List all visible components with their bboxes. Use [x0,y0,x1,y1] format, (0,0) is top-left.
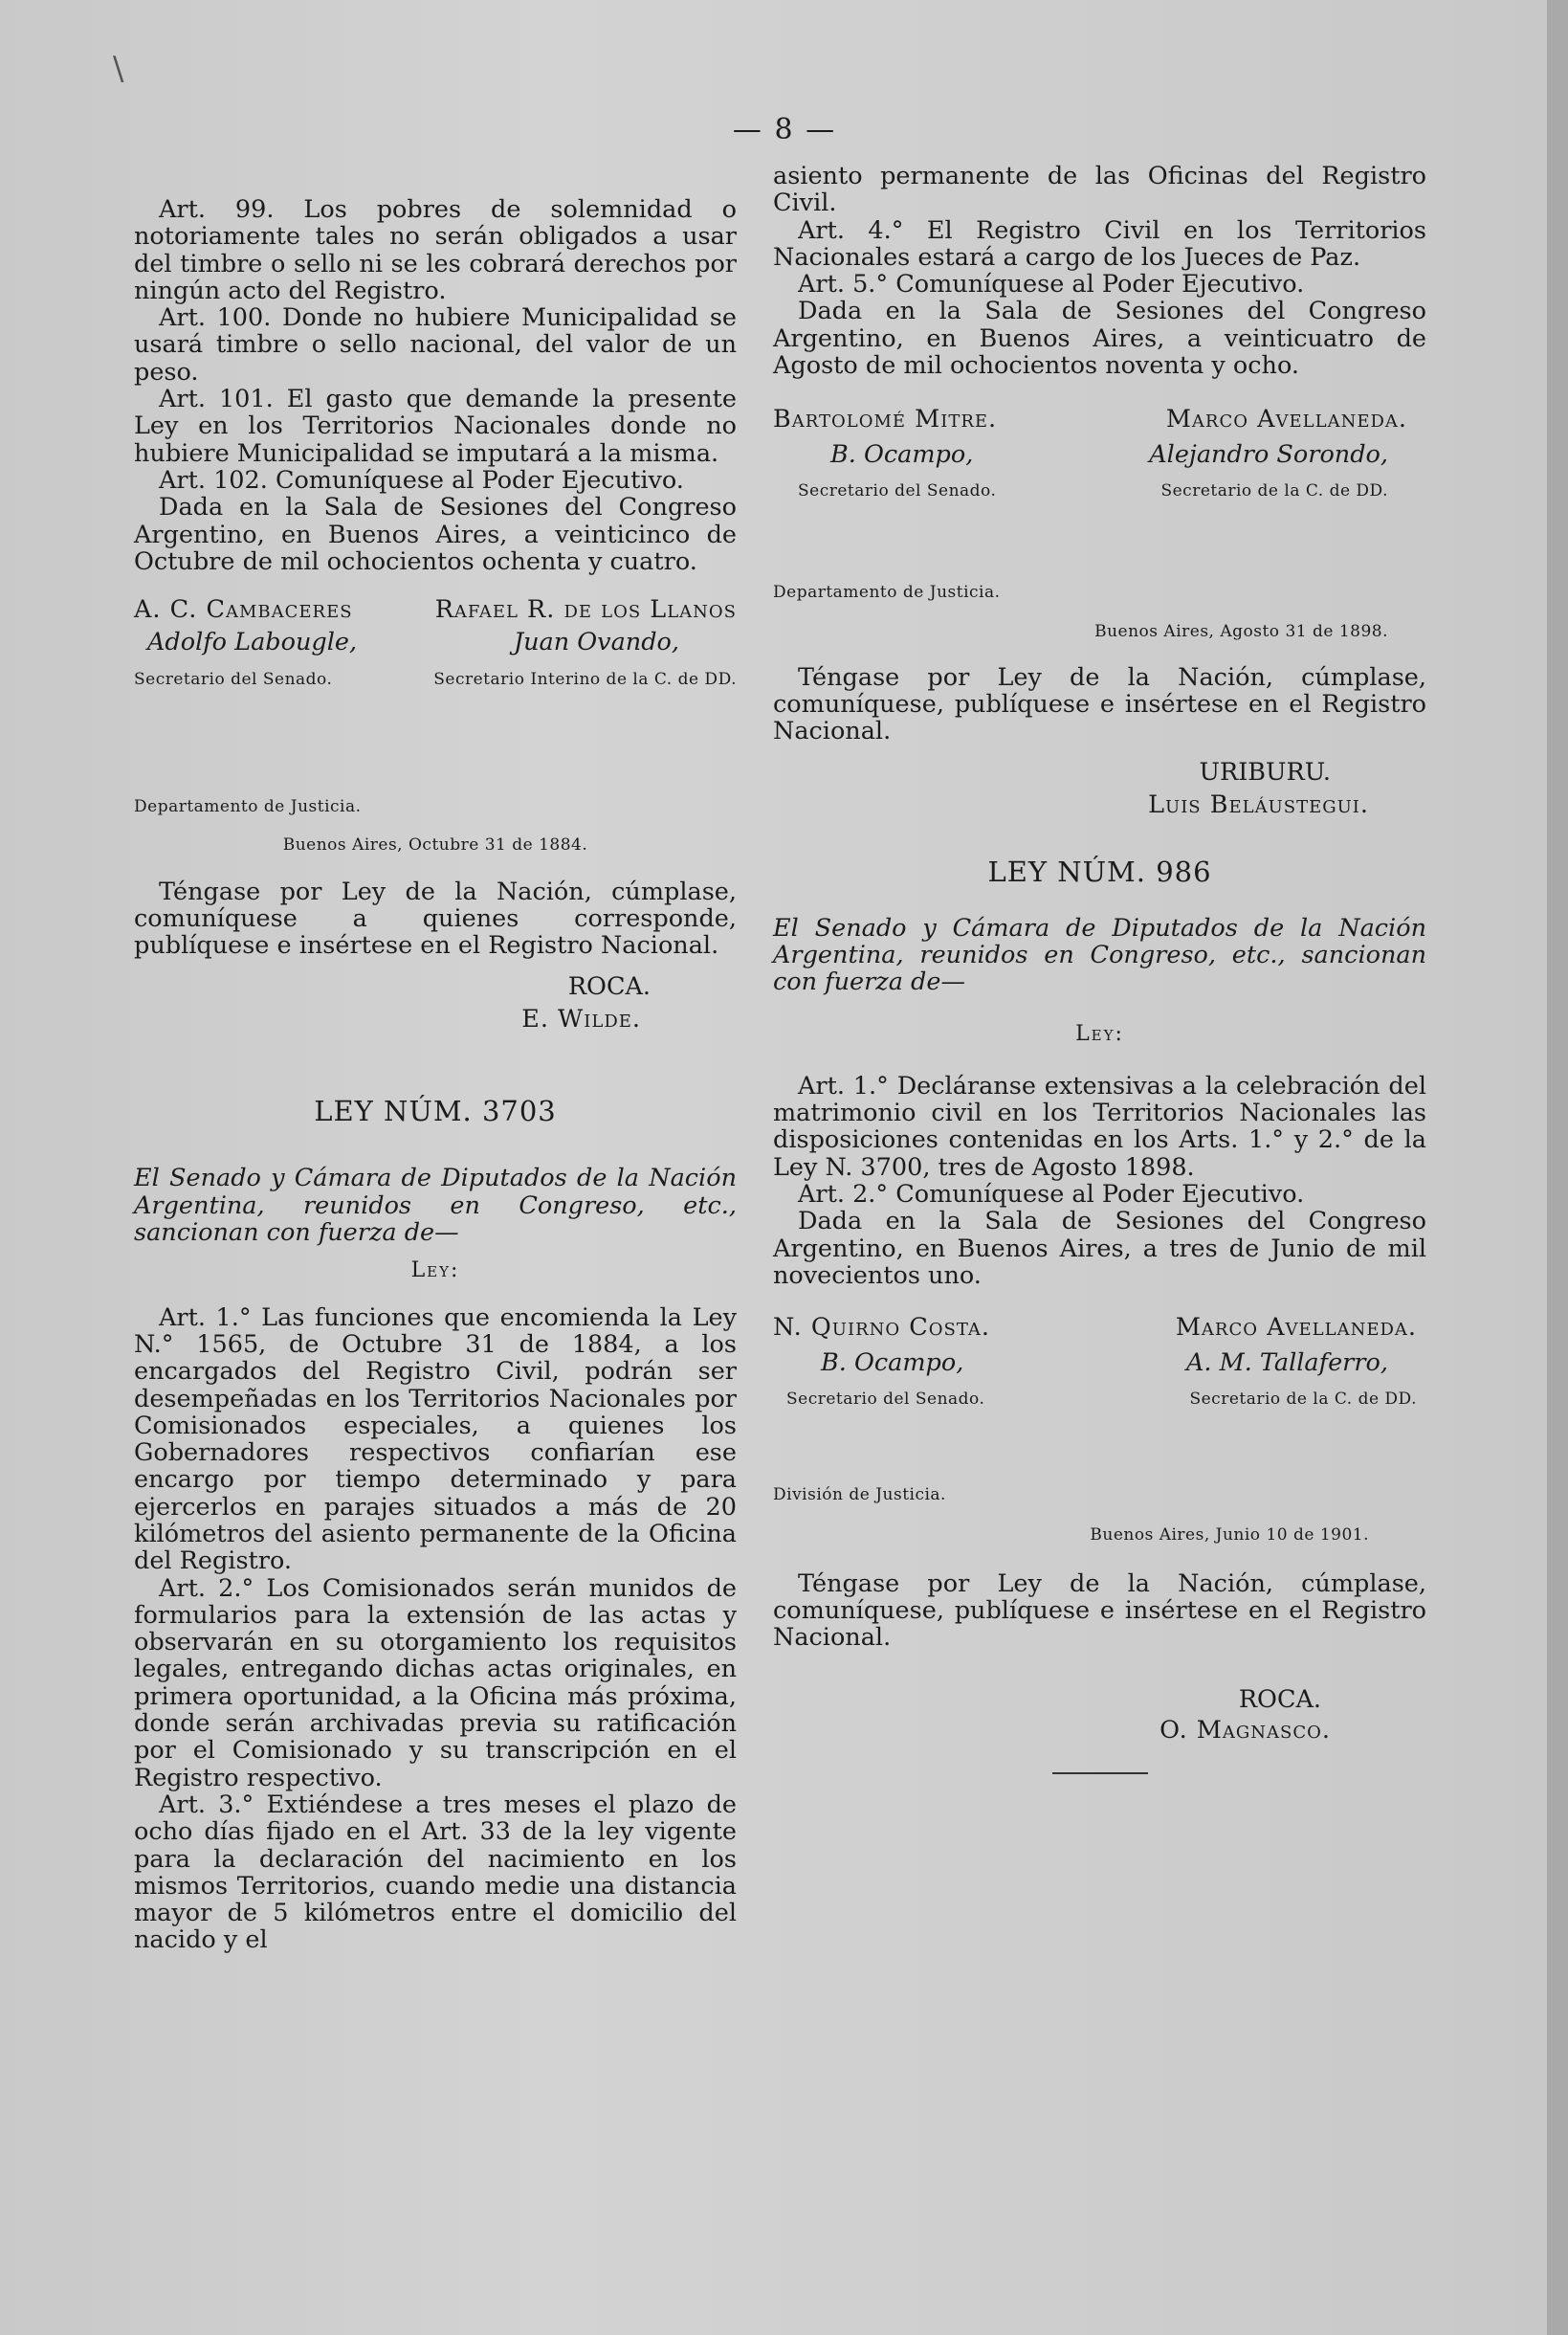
department-label: División de Justicia. [773,1485,946,1505]
page-edge-shadow [1547,0,1568,2335]
enactment-clause: Dada en la Sala de Sesiones del Congreso Argentino, en Buenos Aires, a veinticuatro de Agosto de mil ochocientos noventa y ocho. [773,297,1426,381]
secretary-title: Secretario de la C. de DD. [1189,1389,1417,1409]
signer-name: Marco Avellaneda. [1175,1313,1417,1343]
secretary-name: B. Ocampo, [830,439,974,469]
promulgation: Téngase por Ley de la Nación, cúmplase, comuníquese, publíquese e insértese en el Registro Nacional. [773,662,1426,746]
secretary-title: Secretario del Senado. [786,1389,985,1409]
article: Art. 99. Los pobres de solemnidad o notoriamente tales no serán obligados a usar del timbre o sello ni se les cobrará derechos por ningún acto del Registro. [134,195,737,305]
article-continuation: asiento permanente de las Oficinas del Registro Civil. [773,162,1426,218]
law-label: Ley: [410,1258,460,1283]
signer-president: ROCA. [567,971,651,1001]
signature-names [134,596,737,623]
signer-name: A. C. Cambaceres [134,595,353,625]
secretary-title: Secretario del Senado. [798,480,997,500]
secretary-name: A. M. Tallaferro, [1185,1347,1388,1377]
ink-mark: \ [113,50,124,88]
signer-minister: E. Wilde. [521,1004,641,1034]
signer-name: N. Quirno Costa. [773,1313,990,1343]
article: Art. 5.° Comuníquese al Poder Ejecutivo. [798,270,1305,300]
law-label: Ley: [1075,1021,1124,1046]
secretary-name: B. Ocampo, [821,1347,964,1377]
department-label: Departamento de Justicia. [134,797,362,817]
department-label: Departamento de Justicia. [773,583,1001,603]
article: Art. 100. Donde no hubiere Municipalidad se usará timbre o sello nacional, del valor de un peso. [134,303,737,387]
law-title: LEY NÚM. 986 [987,856,1212,889]
dateline: Buenos Aires, Agosto 31 de 1898. [1094,621,1388,641]
enactment-clause: Dada en la Sala de Sesiones del Congreso Argentino, en Buenos Aires, a tres de Junio de mil novecientos uno. [773,1207,1426,1290]
law-title: LEY NÚM. 3703 [314,1095,557,1128]
secretary-title: Secretario Interino de la C. de DD. [433,669,737,689]
signature-titles [134,656,737,693]
signer-minister: Luis Beláustegui. [1148,790,1369,820]
article: Art. 1.° Las funciones que encomienda la Ley N.° 1565, de Octubre 31 de 1884, a los encargados del Registro Civil, podrán ser desempeñadas en los Territorios Nacionales por Comisionados especiales, a quienes los Gobernadores respectivos confiarían ese encargo por tiempo determinado y para ejercerlos en parajes situados a más de 20 kilómetros del asiento permanente de la Oficina del Registro. [134,1302,737,1576]
right-column [773,163,1426,1780]
signature-secretaries [134,623,737,656]
preamble: El Senado y Cámara de Diputados de la Nación Argentina, reunidos en Congreso, etc., sancionan con fuerza de— [134,1164,737,1248]
secretary-name: Adolfo Labougle, [147,628,358,657]
secretary-title: Secretario del Senado. [134,669,333,689]
divider [1052,1772,1148,1774]
left-column [134,196,737,1954]
signer-president: ROCA. [1238,1684,1321,1714]
signer-name: Marco Avellaneda. [1165,405,1407,434]
signature-names [773,1314,1426,1341]
signature-secretaries [773,434,1426,468]
article: Art. 102. Comuníquese al Poder Ejecutivo. [159,465,684,495]
dateline: Buenos Aires, Junio 10 de 1901. [1090,1525,1369,1546]
secretary-name: Alejandro Sorondo, [1149,439,1388,469]
signer-name: Rafael R. de los Llanos [434,595,737,625]
article: Art. 2.° Comuníquese al Poder Ejecutivo. [798,1180,1305,1210]
promulgation: Téngase por Ley de la Nación, cúmplase, comuníquese, publíquese e insértese en el Registro Nacional. [773,1568,1426,1653]
article: Art. 3.° Extiéndese a tres meses el plazo de ocho días fijado en el Art. 33 de la ley vigente para la declaración del nacimiento en los mismos Territorios, cuando medie una distancia mayor de 5 kilómetros entre el domicilio del nacido y el [134,1790,737,1955]
article: Art. 1.° Decláranse extensivas a la celebración del matrimonio civil en los Territorios Nacionales las disposiciones contenidas en los Arts. 1.° y 2.° de la Ley N. 3700, tres de Agosto 1898. [773,1071,1426,1182]
closing-rule [773,1744,1426,1780]
signature-names [773,406,1426,433]
article: Art. 4.° El Registro Civil en los Territorios Nacionales estará a cargo de los Jueces de Paz. [773,215,1426,272]
dateline: Buenos Aires, Octubre 31 de 1884. [282,835,588,856]
promulgation: Téngase por Ley de la Nación, cúmplase, comuníquese a quienes corresponde, publíquese e insértese en el Registro Nacional. [134,877,737,961]
secretary-name: Juan Ovando, [513,628,679,657]
preamble: El Senado y Cámara de Diputados de la Nación Argentina, reunidos en Congreso, etc., sancionan con fuerza de— [773,913,1426,997]
article: Art. 2.° Los Comisionados serán munidos de formularios para la extensión de las actas y observarán en su otorgamiento los requisitos legales, entregando dichas actas originales, en primera oportunidad, a la Oficina más próxima, donde serán archivadas previa su ratificación por el Comisionado y su transcripción en el Registro respectivo. [134,1573,737,1792]
signature-titles [773,1376,1426,1412]
signer-minister: O. Magnasco. [1159,1715,1331,1745]
signer-name: Bartolomé Mitre. [773,405,998,434]
page-number: — 8 — [732,113,837,146]
signer-president: URIBURU. [1199,757,1331,787]
enactment-clause: Dada en la Sala de Sesiones del Congreso Argentino, en Buenos Aires, a veinticinco de Octubre de mil ochocientos ochenta y cuatro. [134,493,737,576]
article: Art. 101. El gasto que demande la presente Ley en los Territorios Nacionales donde no hubiere Municipalidad se imputará a la misma. [134,385,737,468]
secretary-title: Secretario de la C. de DD. [1160,480,1388,500]
signature-secretaries [773,1342,1426,1376]
signature-titles [773,468,1426,504]
